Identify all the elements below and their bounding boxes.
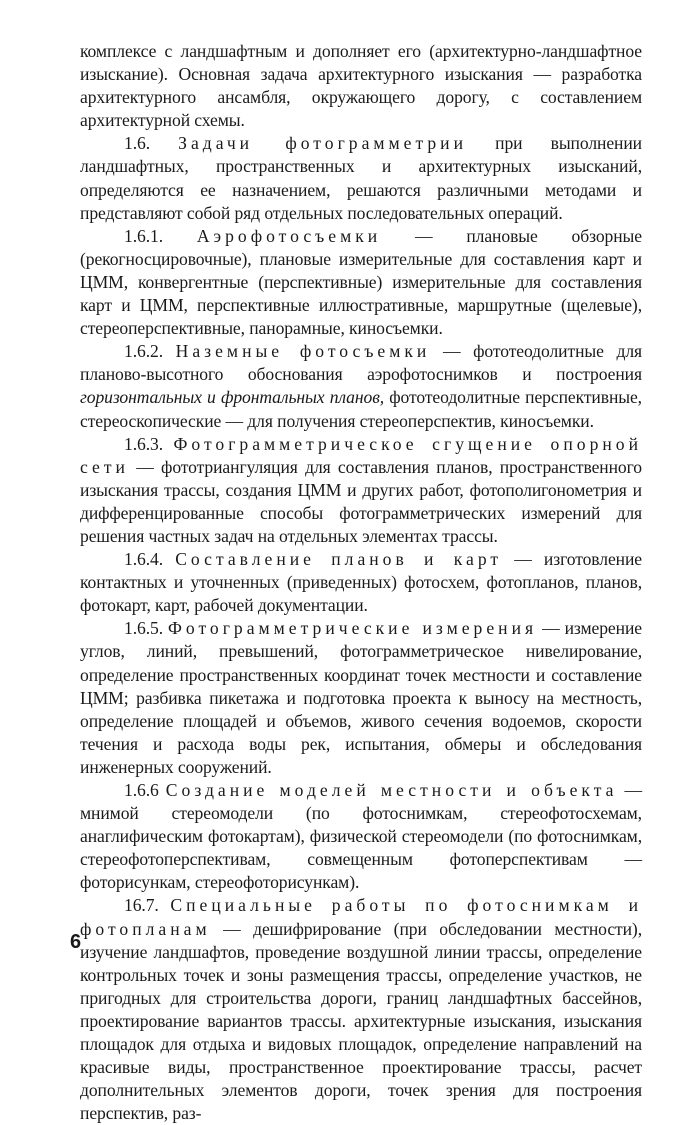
section-number: 1.6.4. (124, 549, 163, 570)
section-text: — мнимой стереомодели (по фотоснимкам, стереофотосхемам, анаглифическим фотокартам), физической стереомодели (по фотоснимкам, стереофотоперспективам, совмещенным фотоперспективам — фоторисункам, стереофоторисункам). (80, 780, 642, 893)
section-heading: Создание моделей местности и объекта (165, 780, 618, 800)
section-number: 1.6.3. (124, 433, 163, 454)
section-1-6-3 (80, 433, 642, 548)
section-text: — фототеодолитные для планово-высотного обоснования аэрофотоснимков и построения (80, 341, 642, 385)
section-heading: Фотограмметрическое сгущение опорной сети (80, 433, 642, 477)
section-1-6-2 (80, 340, 642, 432)
section-number: 16.7. (124, 895, 159, 916)
section-number: 1.6.6 (124, 780, 159, 800)
section-text: — дешифрирование (при обследовании местности), изучение ландшафтов, проведение воздушной линии трассы, определение контрольных точек и зоны размещения трассы, определение участков, не пригодных для строительства дороги, границ ландшафтных бассейнов, проектирование вариантов трассы. архитектурные изыскания, изыскания площадок для отдыха и видовых площадок, определение направлений на красивые виды, пространственное проектирование трассы, расчет дополнительных элементов дороги, точек зрения для построения перспектив, раз- (80, 918, 642, 1124)
section-heading: Наземные фотосъемки (175, 341, 431, 362)
section-number: 1.6.5. (124, 618, 163, 639)
page-body (80, 40, 642, 1125)
page-number: 6 (70, 931, 82, 953)
section-text: фототеодолитные перспективные, стереоскопические — для получения стереоперспектив, киносъемки. (80, 387, 642, 431)
section-1-6-6 (80, 779, 642, 894)
section-text: — плановые обзорные (рекогносцировочные), плановые измерительные для составления карт и ЦММ, конвергентные (перспективные) измерительные для составления карт и ЦММ, перспективные иллюстративные, маршрутные (щелевые), стереоперспективные, панорамные, киносъемки. (80, 225, 642, 339)
section-1-6-1 (80, 225, 642, 340)
section-1-6-4 (80, 548, 642, 617)
section-heading: Задачи фотограмметрии (178, 133, 467, 154)
section-text: при выполнении ландшафтных, пространственных и архитектурных изысканий, определяются ее назначением, решаются различными методами и представляют собой ряд отдельных последовательных операций. (80, 133, 642, 223)
section-number: 1.6. (124, 133, 150, 154)
section-text: — измерение углов, линий, превышений, фотограмметрическое нивелирование, определение пространственных координат точек местности и составление ЦММ; разбивка пикетажа и подготовка проекта к выносу на местность, определение площадей и объемов, живого сечения водоемов, скорости течения и расхода воды рек, испытания, обмеры и обследования инженерных сооружений. (80, 618, 642, 777)
section-text: — изготовление контактных и уточненных (приведенных) фотосхем, фотопланов, планов, фотокарт, карт, рабочей документации. (80, 549, 642, 616)
opening-paragraph: комплексе с ландшафтным и дополняет его (архитектурно-ландшафтное изыскание). Основная задача архитектурного изыскания — разработка архитектурного ансамбля, окружающего дорогу, с составлением архитектурной схемы. (80, 41, 642, 131)
section-1-6 (80, 132, 642, 224)
section-emphasis: горизонтальных и фронтальных планов, (80, 387, 385, 408)
section-1-6-7 (80, 894, 642, 1125)
section-heading: Составление планов и карт (175, 549, 503, 570)
section-heading: Аэрофотосъемки (196, 225, 382, 246)
section-text: — фототриангуляция для составления планов, пространственного изыскания трассы, создания ЦММ и других работ, фотополигонометрия и дифференцированные способы фотограмметрических измерений для решения частных задач на отдельных элементах трассы. (80, 456, 642, 546)
section-heading: Специальные работы по фотоснимкам и фотопланам (80, 895, 642, 939)
section-heading: Фотограмметрические измерения (168, 618, 538, 639)
section-1-6-5 (80, 617, 642, 779)
section-number: 1.6.2. (124, 341, 163, 362)
section-number: 1.6.1. (124, 225, 163, 246)
